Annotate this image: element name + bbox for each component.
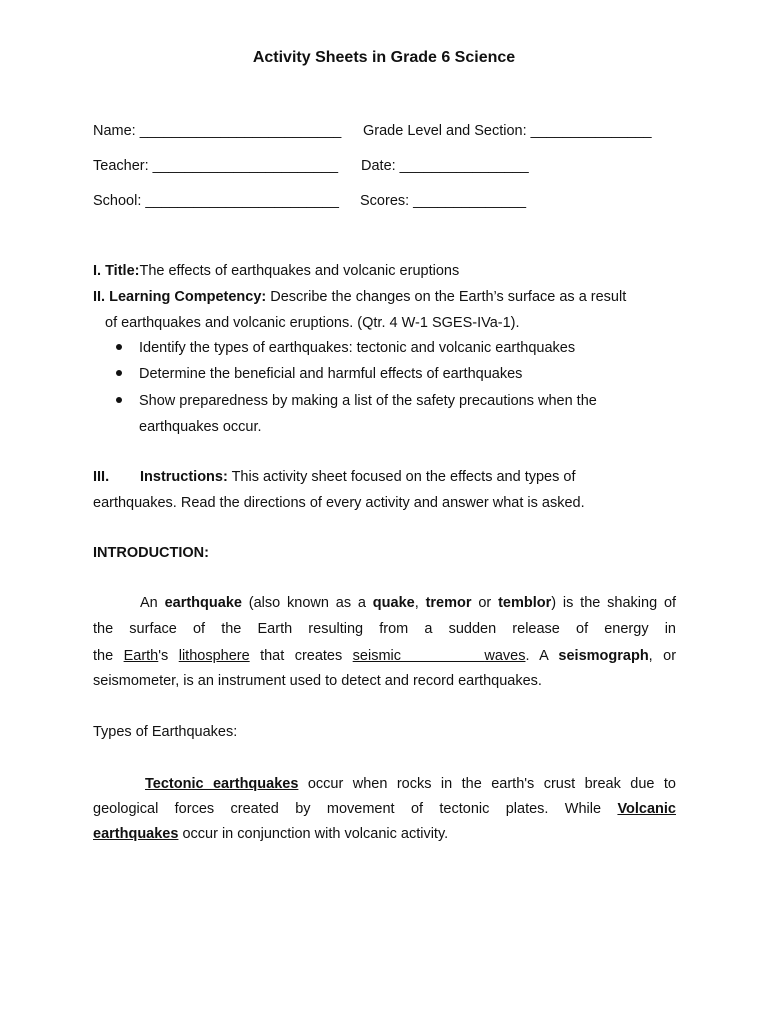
school-field [93, 191, 339, 211]
list-item-continuation: earthquakes occur. [139, 419, 262, 435]
bullet-icon [116, 370, 122, 376]
link-earth[interactable]: Earth [123, 648, 159, 664]
text-run: or [478, 595, 492, 611]
section-instructions-line2: earthquakes. Read the directions of every activity and answer what is asked. [93, 495, 585, 511]
section-title [93, 261, 459, 281]
intro-paragraph-line3 [93, 646, 676, 666]
text-run: occur when rocks in the earth's crust break due to [307, 776, 676, 792]
list-item: Show preparedness by making a list of the safety precautions when the [139, 393, 597, 409]
text-run: (also known as a [248, 595, 366, 611]
section-title-label: I. Title: [93, 263, 140, 279]
types-heading: Types of Earthquakes: [93, 724, 238, 740]
intro-paragraph-line4: seismometer, is an instrument used to detect and record earthquakes. [93, 673, 542, 689]
term-temblor: temblor [498, 595, 552, 611]
text-run: An [140, 595, 158, 611]
section-competency-text: Describe the changes on the Earth’s surface as a result [266, 289, 627, 305]
school-label: School: ________________________ [93, 193, 339, 209]
types-paragraph-line2 [93, 799, 676, 819]
date-label: Date: ________________ [361, 158, 529, 174]
text-run: , [414, 595, 419, 611]
scores-label: Scores: ______________ [360, 193, 527, 209]
section-instructions-text: This activity sheet focused on the effects and types of [227, 469, 576, 485]
text-run: . [525, 648, 530, 664]
teacher-field [93, 156, 338, 176]
text-run: 's [158, 648, 169, 664]
term-tectonic-earthquakes: Tectonic earthquakes [145, 776, 299, 792]
link-seismic-waves[interactable] [353, 648, 526, 664]
types-paragraph-line1 [93, 774, 676, 794]
text-run: occur in conjunction with volcanic activity. [178, 826, 449, 842]
name-label: Name: _________________________ [93, 123, 342, 139]
intro-paragraph-line2: the surface of the Earth resulting from a sudden release of energy in [93, 621, 676, 637]
term-earthquake: earthquake [164, 595, 242, 611]
text-run: the [93, 648, 114, 664]
text-run: ) is the shaking of [551, 595, 677, 611]
text-run: creates [294, 648, 343, 664]
list-item: Determine the beneficial and harmful effects of earthquakes [139, 366, 523, 382]
text-run: or [663, 648, 677, 664]
intro-paragraph-line1 [93, 593, 676, 613]
scores-field [360, 191, 526, 211]
text-run: that [260, 648, 285, 664]
text-run: A [539, 648, 548, 664]
types-paragraph-line3 [93, 824, 448, 844]
list-item: Identify the types of earthquakes: tectonic and volcanic earthquakes [139, 340, 576, 356]
section-instructions-number: III. [93, 469, 110, 485]
text-run: geological forces created by movement of tectonic plates. While [93, 801, 602, 817]
date-field [361, 156, 529, 176]
section-competency-line2: of earthquakes and volcanic eruptions. (Qtr. 4 W-1 SGES-IVa-1). [105, 315, 520, 331]
term-volcanic: Volcanic [617, 801, 676, 817]
term-tremor: tremor [425, 595, 472, 611]
term-quake: quake [372, 595, 415, 611]
bullet-icon [116, 344, 122, 350]
section-competency-label: II. Learning Competency: [93, 289, 267, 305]
link-lithosphere[interactable]: lithosphere [178, 648, 250, 664]
teacher-label: Teacher: _______________________ [93, 158, 339, 174]
text-run: seismic [352, 648, 402, 664]
section-instructions-body [140, 467, 575, 487]
section-competency [93, 287, 626, 307]
introduction-heading: INTRODUCTION: [93, 545, 209, 561]
term-earthquakes: earthquakes [93, 826, 179, 842]
bullet-icon [116, 397, 122, 403]
term-seismograph: seismograph [558, 648, 649, 664]
name-field [93, 121, 341, 141]
section-instructions [93, 467, 109, 487]
text-run: waves [484, 648, 526, 664]
section-title-text: The effects of earthquakes and volcanic eruptions [139, 263, 460, 279]
grade-field [363, 121, 652, 141]
text-run: , [648, 648, 653, 664]
grade-label: Grade Level and Section: _______________ [363, 123, 652, 139]
section-instructions-label: Instructions: [140, 469, 228, 485]
page-title: Activity Sheets in Grade 6 Science [252, 49, 516, 66]
